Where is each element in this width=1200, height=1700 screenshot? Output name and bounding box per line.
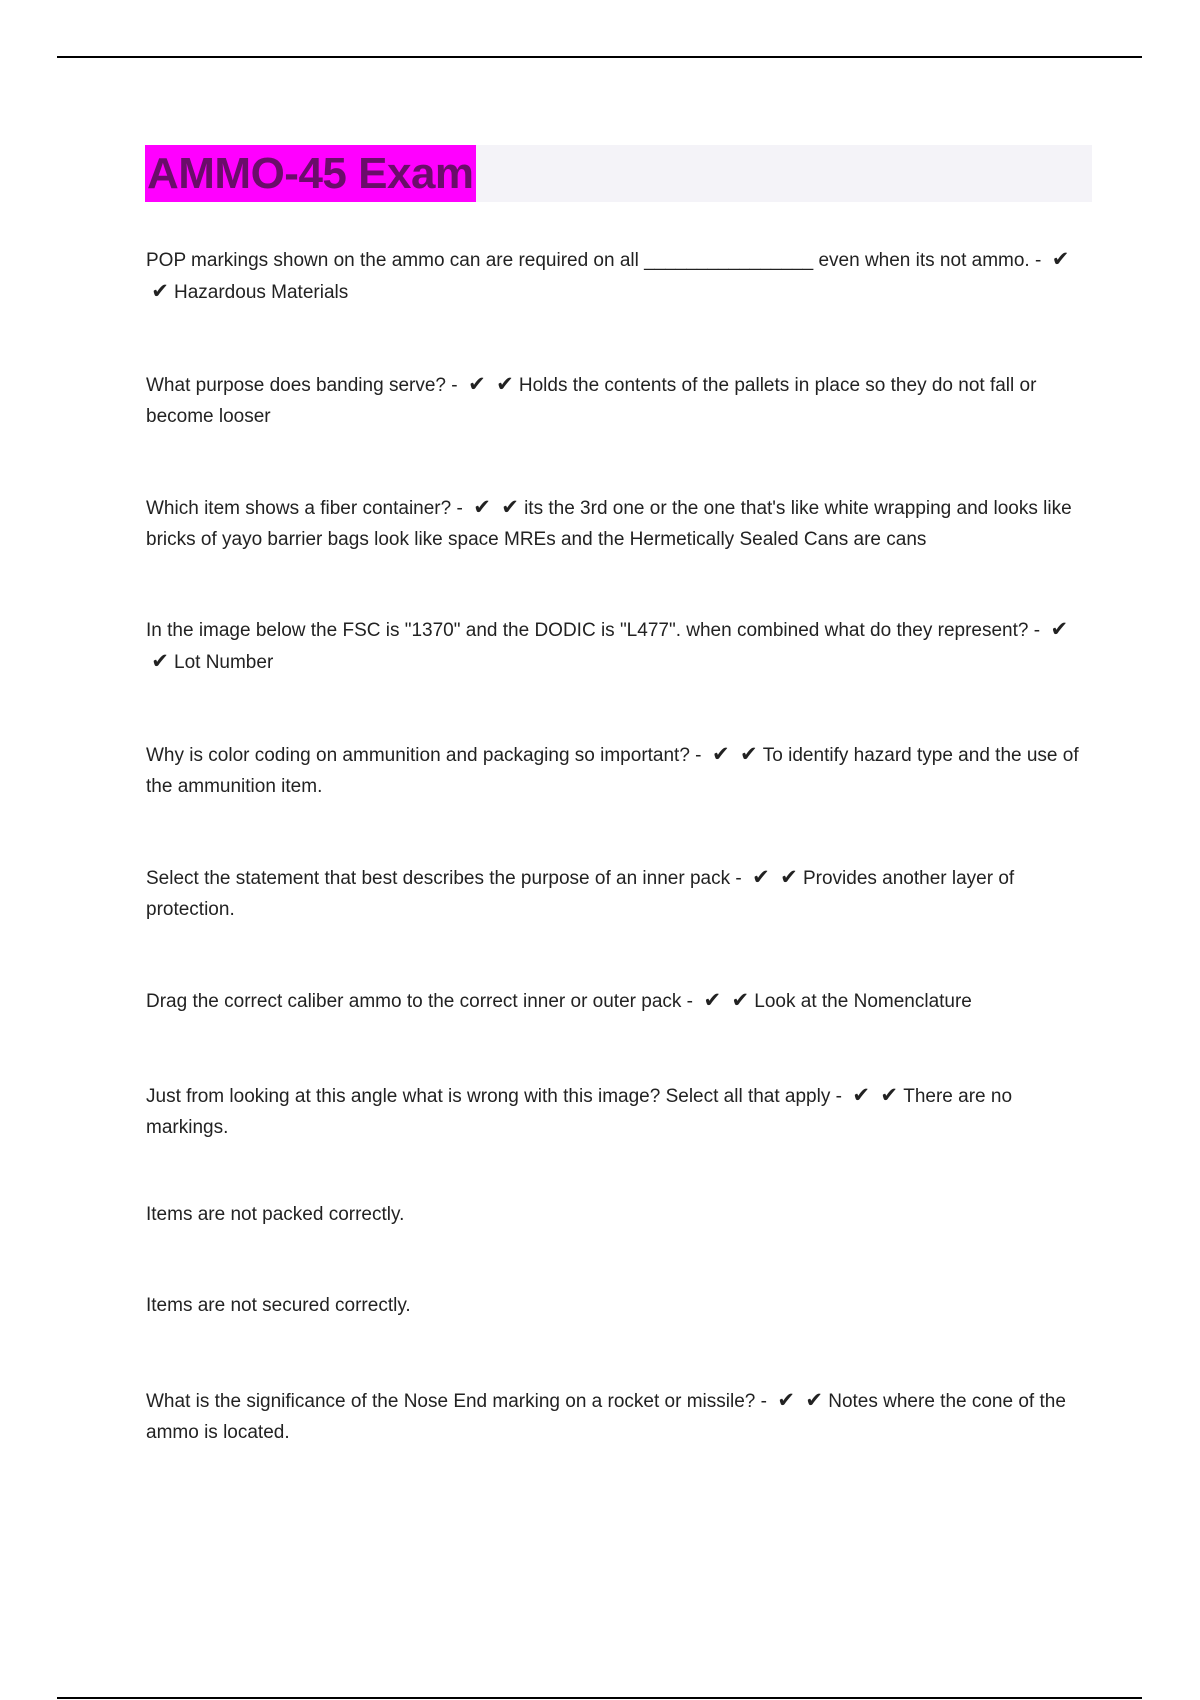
qa-item: [146, 985, 1096, 1017]
question-text: POP markings shown on the ammo can are required on all ________________ even when its not ammo. -: [146, 250, 1042, 271]
extra-line-text: Items are not packed correctly.: [146, 1204, 405, 1225]
answer-text: Notes where the cone of the ammo is located.: [146, 1391, 1066, 1443]
check-icon: ✔: [496, 372, 514, 396]
list-item: [146, 1290, 1096, 1321]
check-icon: ✔: [1051, 247, 1070, 271]
check-icon: ✔: [1050, 617, 1069, 641]
question-text: In the image below the FSC is "1370" and the DODIC is "L477". when combined what do they represent? -: [146, 620, 1041, 641]
answer-text: To identify hazard type and the use of the ammunition item.: [146, 745, 1079, 797]
answer-text: Hazardous Materials: [174, 282, 349, 303]
check-icon: ✔: [752, 865, 770, 889]
top-rule: [57, 56, 1142, 58]
qa-item: [146, 1080, 1096, 1143]
check-icon: ✔: [780, 865, 798, 889]
check-icon: ✔: [703, 988, 722, 1012]
answer-text: Provides another layer of protection.: [146, 868, 1015, 920]
question-text: Which item shows a fiber container? -: [146, 498, 463, 519]
qa-item: [146, 739, 1096, 802]
question-text: Why is color coding on ammunition and packaging so important? -: [146, 745, 702, 766]
question-text: Drag the correct caliber ammo to the correct inner or outer pack -: [146, 991, 694, 1012]
check-icon: ✔: [739, 742, 758, 766]
qa-item: [146, 492, 1096, 555]
check-icon: ✔: [468, 372, 486, 396]
check-icon: ✔: [880, 1083, 899, 1107]
answer-text: Holds the contents of the pallets in place so they do not fall or become looser: [146, 375, 1037, 427]
qa-item: [146, 614, 1096, 678]
check-icon: ✔: [777, 1388, 796, 1412]
check-icon: ✔: [501, 495, 519, 519]
check-icon: ✔: [151, 649, 169, 673]
bottom-rule: [57, 1697, 1142, 1699]
qa-item: [146, 862, 1096, 925]
question-text: What purpose does banding serve? -: [146, 375, 458, 396]
question-text: Select the statement that best describes the purpose of an inner pack -: [146, 868, 742, 889]
answer-text: Lot Number: [174, 652, 274, 673]
check-icon: ✔: [805, 1388, 824, 1412]
answer-text: There are no markings.: [146, 1086, 1013, 1138]
answer-text: Look at the Nomenclature: [754, 991, 972, 1012]
check-icon: ✔: [711, 742, 730, 766]
list-item: [146, 1199, 1096, 1230]
check-icon: ✔: [473, 495, 491, 519]
check-icon: ✔: [731, 988, 750, 1012]
check-icon: ✔: [151, 279, 169, 303]
question-text: Just from looking at this angle what is wrong with this image? Select all that apply -: [146, 1086, 842, 1107]
qa-item: [146, 244, 1096, 308]
answer-text: its the 3rd one or the one that's like white wrapping and looks like bricks of yayo barrier bags look like space MREs and the Hermetically Sealed Cans are cans: [146, 498, 1072, 550]
page-title: AMMO-45 Exam: [145, 145, 476, 202]
check-icon: ✔: [852, 1083, 871, 1107]
qa-item: [146, 1385, 1096, 1448]
extra-line-text: Items are not secured correctly.: [146, 1295, 411, 1316]
qa-item: [146, 369, 1096, 432]
question-text: What is the significance of the Nose End marking on a rocket or missile? -: [146, 1391, 767, 1412]
